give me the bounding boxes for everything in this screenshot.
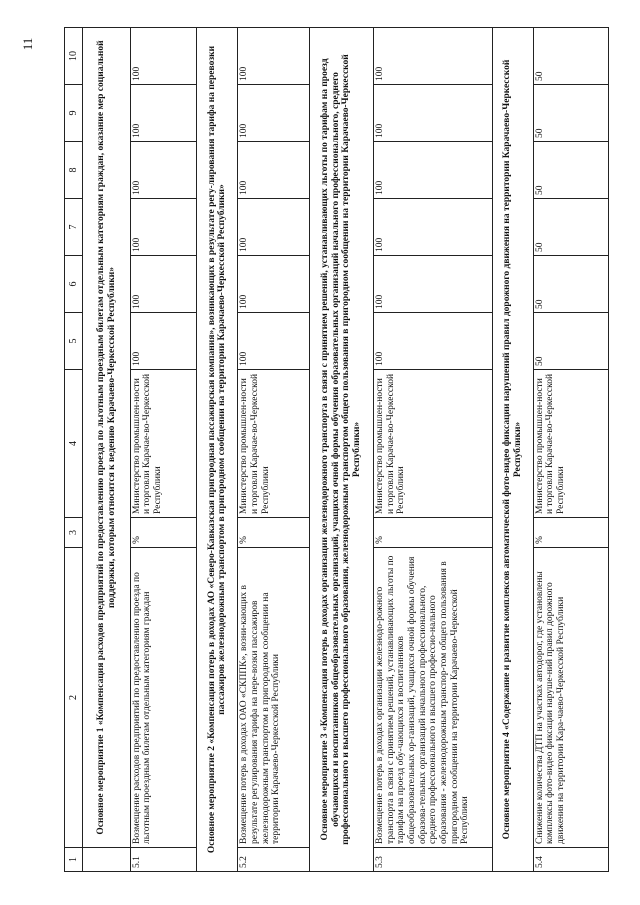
row-value: 100 bbox=[130, 28, 197, 85]
row-unit: % bbox=[533, 518, 608, 548]
row-executor: Министерство промышлен-ности и торговли Карачае-во-Черкесской Республики bbox=[374, 370, 492, 518]
section-row bbox=[83, 28, 130, 872]
header-cell: 8 bbox=[65, 142, 83, 199]
section-row bbox=[492, 28, 533, 872]
rotated-page-content bbox=[64, 28, 609, 872]
row-name: Возмещение потерь в доходах организации железнодо-рожного транспорта в связи с принятием решений, устанавливающих льготы по тарифам на проезд обу-чающихся и воспитанников общеобразовательных ор-ганизаций, учащихся очной формы обучения образова-тельных организаций начального профессионального, среднего профессионального и высшего профессио-нального образования - железнодорожным транспор-том общего пользования в пригородном сообщении на территории Карачаево-Черкесской Республики bbox=[374, 548, 492, 848]
section-title: Основное мероприятие 4 «Содержание и развитие комплексов автоматической фото-видео фиксации нарушений правил дорожного движения на территории Карачаево-Черкесской Республики» bbox=[492, 28, 533, 872]
indicators-table bbox=[64, 27, 609, 872]
row-value: 100 bbox=[374, 28, 492, 85]
header-cell: 3 bbox=[65, 518, 83, 548]
row-number: 5.1 bbox=[130, 848, 197, 872]
section-title: Основное мероприятие 2 «Компенсация потерь в доходах АО «Северо-Кавказская пригородная пассажирская компания», возникающих в результате регу-лирования тарифа на перевозки пассажиров железнодорожным транспортом в пригородном сообщении на территории Карачаево-Черкесской Республики» bbox=[197, 28, 238, 872]
table-row bbox=[130, 28, 197, 872]
header-cell: 5 bbox=[65, 313, 83, 370]
row-value: 100 bbox=[238, 142, 309, 199]
row-value: 100 bbox=[130, 199, 197, 256]
row-value: 100 bbox=[374, 313, 492, 370]
row-executor: Министерство промышлен-ности и торговли Карачае-во-Черкесской Республики bbox=[533, 370, 608, 518]
row-number: 5.4 bbox=[533, 848, 608, 872]
header-row bbox=[65, 28, 83, 872]
row-value: 50 bbox=[533, 313, 608, 370]
row-value: 100 bbox=[130, 313, 197, 370]
row-value: 100 bbox=[238, 256, 309, 313]
page-number: 11 bbox=[20, 37, 35, 51]
row-unit: % bbox=[130, 518, 197, 548]
header-cell: 7 bbox=[65, 199, 83, 256]
row-value: 100 bbox=[130, 142, 197, 199]
row-name: Возмещение потерь в доходах ОАО «СКППК», возни-кающих в результате регулирования тарифа на пере-возки пассажиров железнодорожным транспортом в пригородном сообщении на территории Карачаево-Черкесской Республики bbox=[238, 548, 309, 848]
row-value: 50 bbox=[533, 199, 608, 256]
section-row bbox=[309, 28, 374, 872]
header-cell: 1 bbox=[65, 848, 83, 872]
section-spacer bbox=[83, 848, 130, 872]
section-row bbox=[197, 28, 238, 872]
row-executor: Министерство промышлен-ности и торговли Карачае-во-Черкесской Республики bbox=[130, 370, 197, 518]
header-cell: 10 bbox=[65, 28, 83, 85]
section-title: Основное мероприятие 1 «Компенсация расходов предприятий по предоставлению проезда по льготным проездным билетам отдельным категориям граждан, оказание мер социальной поддержки, которым относится к ведению Карачаево-Черкесской Республики» bbox=[83, 28, 130, 848]
row-value: 50 bbox=[533, 28, 608, 85]
row-value: 100 bbox=[374, 142, 492, 199]
section-title: Основное мероприятие 3 «Компенсация потерь в доходах организации железнодорожного транспорта в связи с принятием решений, устанавливающих льготы по тарифам на проезд обучающихся и воспитанников общеобразовательных организаций, учащихся очной формы обучения образовательных организаций начального профессионального, среднего профессионального и высшего профессионального образования, железнодорожным транспортом общего пользования в пригородном сообщении на территории Карачаево-Черкесской Республики» bbox=[309, 28, 374, 872]
row-name: Снижение количества ДТП на участках автодорог, где установлены комплексы фото-видео фиксации наруше-ний правил дорожного движения на территории Кара-чаево-Черкесской Республики bbox=[533, 548, 608, 848]
table-row bbox=[374, 28, 492, 872]
row-unit: % bbox=[374, 518, 492, 548]
row-value: 50 bbox=[533, 256, 608, 313]
row-value: 50 bbox=[533, 142, 608, 199]
row-value: 100 bbox=[374, 256, 492, 313]
row-value: 100 bbox=[130, 85, 197, 142]
header-cell: 6 bbox=[65, 256, 83, 313]
row-number: 5.3 bbox=[374, 848, 492, 872]
row-value: 100 bbox=[238, 85, 309, 142]
row-unit: % bbox=[238, 518, 309, 548]
row-value: 100 bbox=[130, 256, 197, 313]
header-cell: 9 bbox=[65, 85, 83, 142]
row-number: 5.2 bbox=[238, 848, 309, 872]
table-row bbox=[533, 28, 608, 872]
row-executor: Министерство промышлен-ности и торговли Карачае-во-Черкесской Республики bbox=[238, 370, 309, 518]
header-cell: 2 bbox=[65, 548, 83, 848]
row-value: 100 bbox=[238, 28, 309, 85]
table-row bbox=[238, 28, 309, 872]
row-value: 100 bbox=[374, 85, 492, 142]
row-name: Возмещение расходов предприятий по предоставлению проезда по льготным проездным билетам отдельным категориям граждан bbox=[130, 548, 197, 848]
row-value: 100 bbox=[238, 199, 309, 256]
row-value: 100 bbox=[374, 199, 492, 256]
row-value: 100 bbox=[238, 313, 309, 370]
header-cell: 4 bbox=[65, 370, 83, 518]
row-value: 50 bbox=[533, 85, 608, 142]
